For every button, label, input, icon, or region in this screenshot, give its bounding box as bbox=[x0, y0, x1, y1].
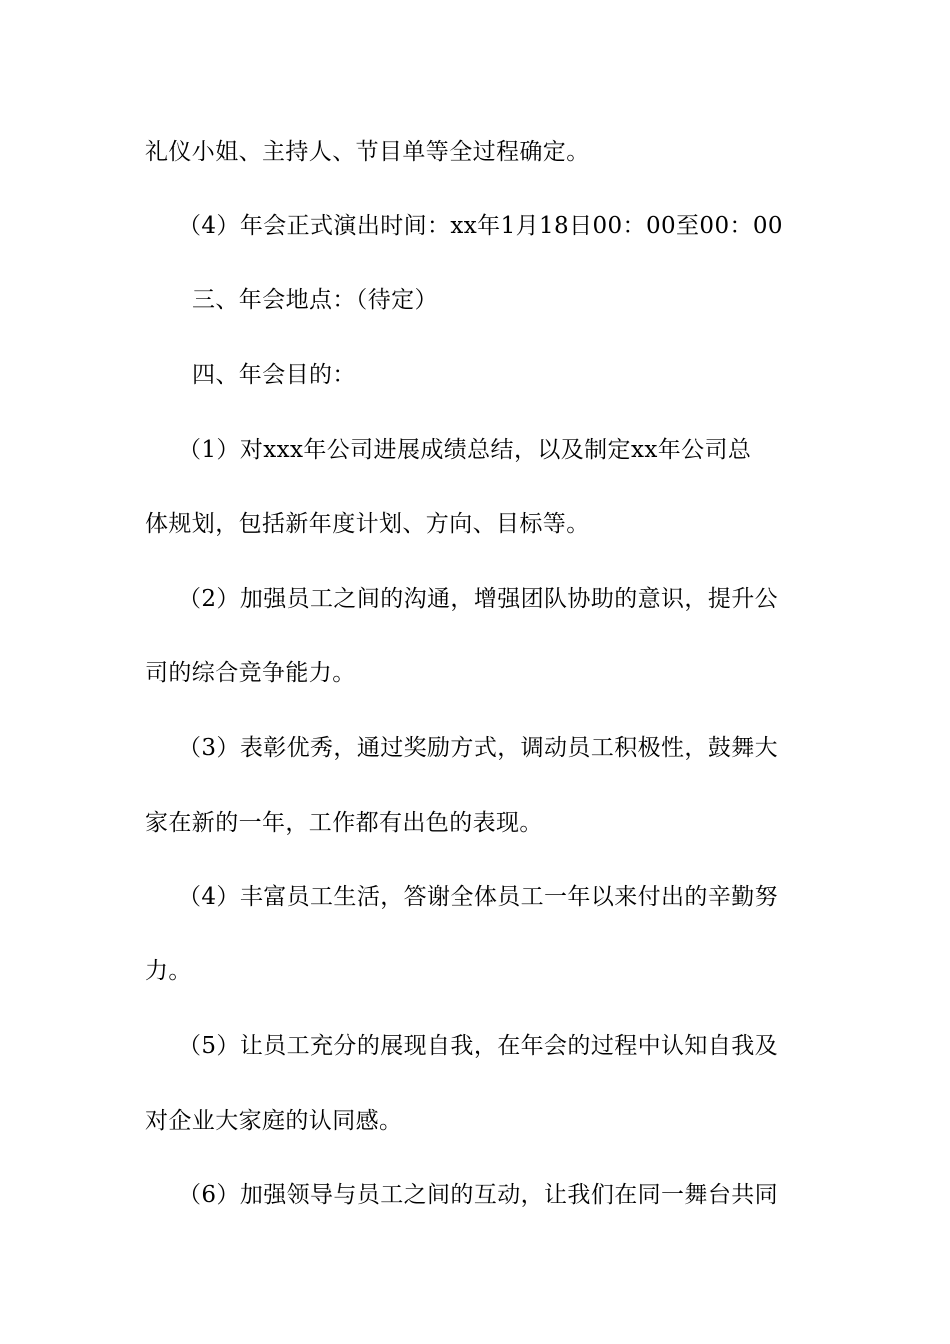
text-line: 对企业大家庭的认同感。 bbox=[145, 1108, 403, 1134]
text-line: 体规划，包括新年度计划、方向、目标等。 bbox=[145, 511, 590, 537]
text-line: （2）加强员工之间的沟通，增强团队协助的意识，提升公 bbox=[178, 586, 779, 612]
text-line: （6）加强领导与员工之间的互动，让我们在同一舞台共同 bbox=[178, 1182, 779, 1208]
section-heading: 四、年会目的： bbox=[192, 362, 356, 388]
text-line: 司的综合竞争能力。 bbox=[145, 660, 356, 686]
text-line: 礼仪小姐、主持人、节目单等全过程确定。 bbox=[145, 139, 590, 165]
text-line: 家在新的一年，工作都有出色的表现。 bbox=[145, 810, 543, 836]
text-line: 力。 bbox=[145, 958, 192, 984]
text-line: （5）让员工充分的展现自我，在年会的过程中认知自我及 bbox=[178, 1033, 779, 1059]
text-line: （1）对xxx年公司进展成绩总结，以及制定xx年公司总 bbox=[178, 437, 752, 463]
text-line: （4）年会正式演出时间：xx年1月18日00：00至00：00 bbox=[178, 213, 783, 239]
text-line: （3）表彰优秀，通过奖励方式，调动员工积极性，鼓舞大 bbox=[178, 735, 779, 761]
section-heading: 三、年会地点：（待定） bbox=[192, 287, 438, 313]
text-line: （4）丰富员工生活，答谢全体员工一年以来付出的辛勤努 bbox=[178, 884, 779, 910]
